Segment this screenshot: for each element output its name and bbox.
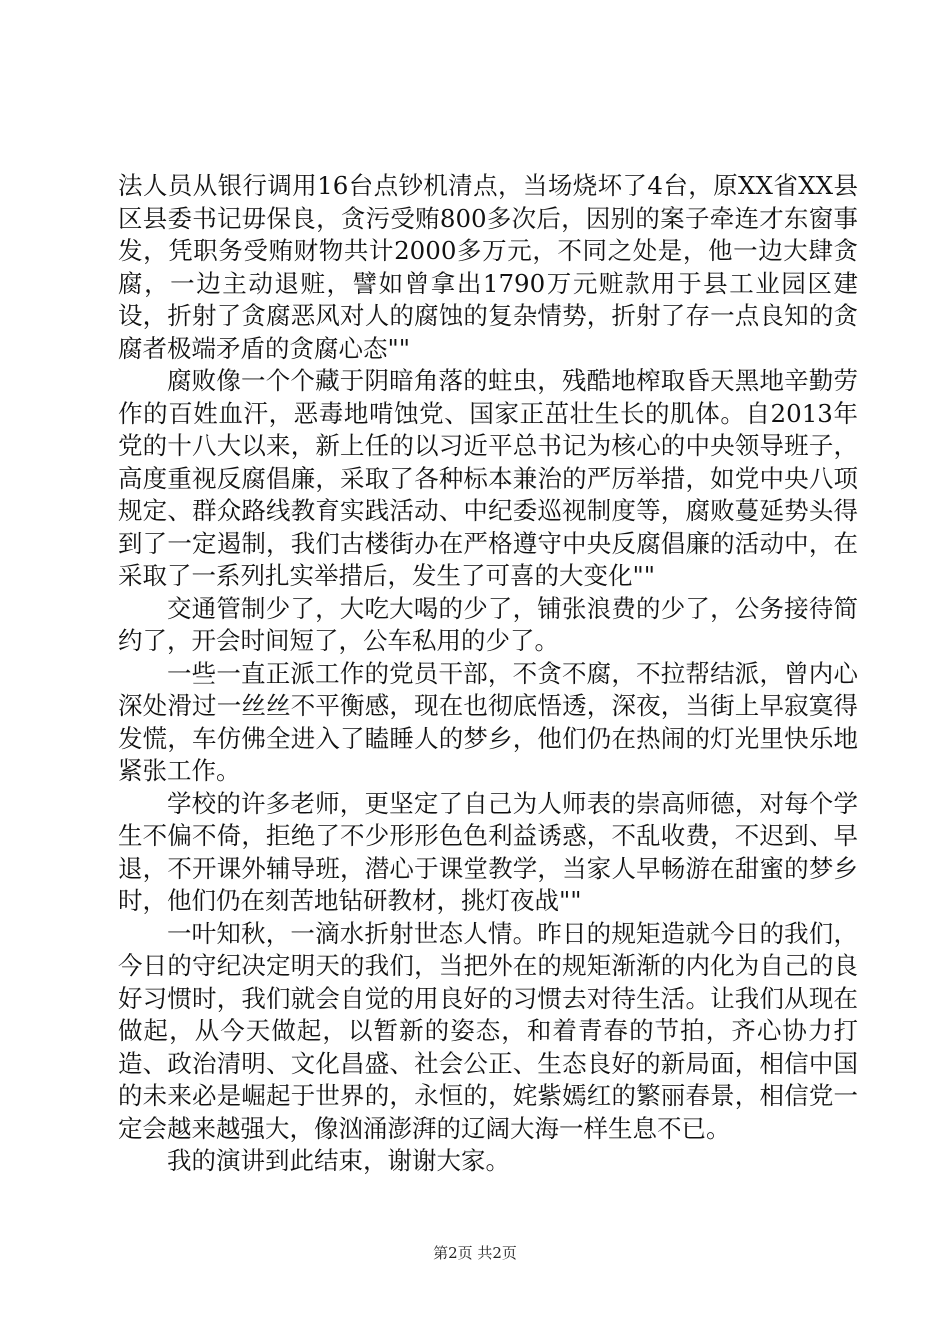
paragraph: 一叶知秋，一滴水折射世态人情。昨日的规矩造就今日的我们，今日的守纪决定明天的我们，当把外在的规矩渐渐的内化为自己的良好习惯时，我们就会自觉的用良好的习惯去对待生活。让我们从现在做起，从今天做起，以暂新的姿态，和着青春的节拍，齐心协力打造、政治清明、文化昌盛、社会公正、生态良好的新局面，相信中国的未来必是崛起于世界的，永恒的，姹紫嫣红的繁丽春景，相信党一定会越来越强大，像汹涌澎湃的辽阔大海一样生息不已。 — [118, 918, 858, 1143]
paragraph: 一些一直正派工作的党员干部，不贪不腐，不拉帮结派，曾内心深处滑过一丝丝不平衡感，现在也彻底悟透，深夜，当街上早寂寞得发慌，车仿佛全进入了瞌睡人的梦乡，他们仍在热闹的灯光里快乐地紧张工作。 — [118, 658, 858, 785]
page-number-footer: 第2页 共2页 — [433, 1244, 517, 1262]
paragraph: 学校的许多老师，更坚定了自己为人师表的崇高师德，对每个学生不偏不倚，拒绝了不少形形色色利益诱惑，不乱收费，不迟到、早退，不开课外辅导班，潜心于课堂教学，当家人早畅游在甜蜜的梦乡时，他们仍在刻苦地钻研教材，挑灯夜战"" — [118, 788, 858, 915]
paragraph: 腐败像一个个藏于阴暗角落的蛀虫，残酷地榨取昏天黑地辛勤劳作的百姓血汗，恶毒地啃蚀党、国家正茁壮生长的肌体。自2013年党的十八大以来，新上任的以习近平总书记为核心的中央领导班子，高度重视反腐倡廉，采取了各种标本兼治的严厉举措，如党中央八项规定、群众路线教育实践活动、中纪委巡视制度等，腐败蔓延势头得到了一定遏制，我们古楼街办在严格遵守中央反腐倡廉的活动中，在采取了一系列扎实举措后，发生了可喜的大变化"" — [118, 366, 858, 590]
paragraph: 我的演讲到此结束，谢谢大家。 — [167, 1146, 510, 1175]
paragraph: 法人员从银行调用16台点钞机清点，当场烧坏了4台，原XX省XX县区县委书记毋保良，贪污受贿800多次后，因别的案子牵连才东窗事发，凭职务受贿财物共计2000多万元，不同之处是，他一边大肆贪腐，一边主动退赃，譬如曾拿出1790万元赃款用于县工业园区建设，折射了贪腐恶风对人的腐蚀的复杂情势，折射了存一点良知的贪腐者极端矛盾的贪腐心态"" — [118, 171, 858, 363]
paragraph: 交通管制少了，大吃大喝的少了，铺张浪费的少了，公务接待简约了，开会时间短了，公车私用的少了。 — [118, 593, 858, 655]
document-body — [118, 170, 858, 1178]
